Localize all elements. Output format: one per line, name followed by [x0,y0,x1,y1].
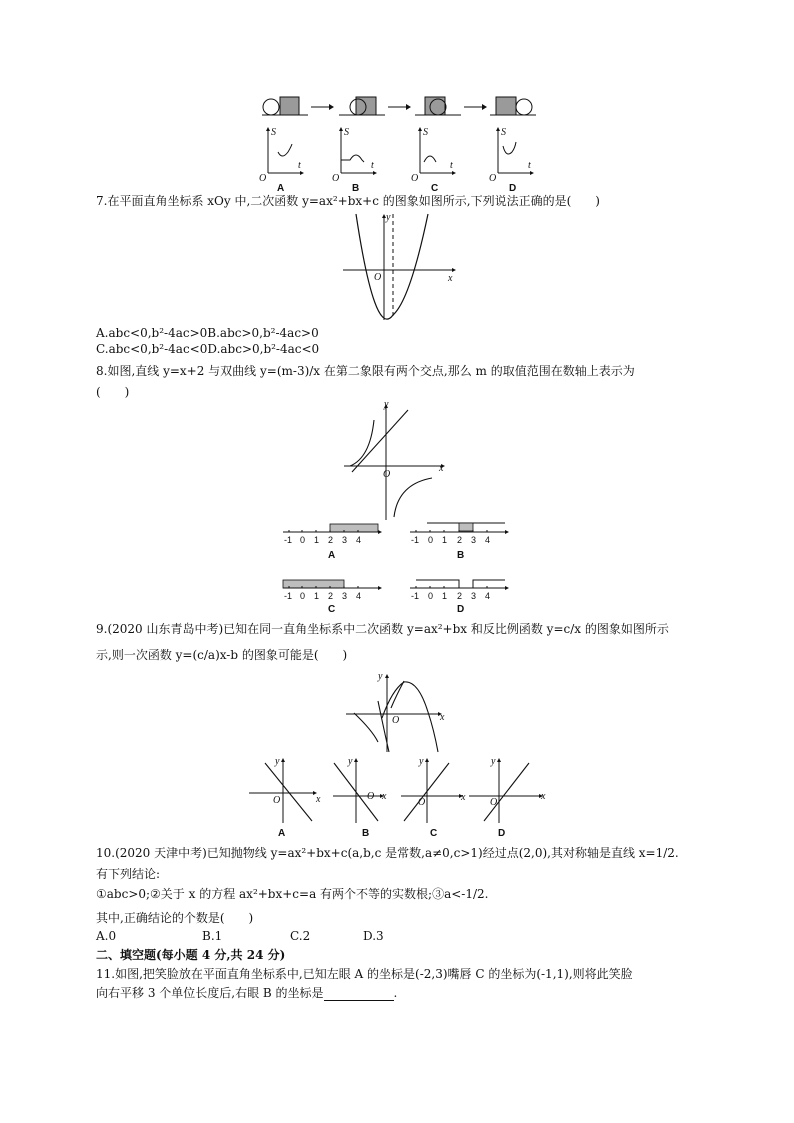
q9-a-x: x [316,794,321,805]
q8-fig-origin: O [383,469,391,480]
q11-answer-blank[interactable] [324,989,394,1001]
q7-question: 7.在平面直角坐标系 xOy 中,二次函数 y=ax²+bx+c 的图象如图所示,下列说法正确的是( ) [96,194,600,208]
q6-b-s-label: S [344,127,349,138]
tick-label: 0 [300,535,306,545]
q11-question-text: 向右平移 3 个单位长度后,右眼 B 的坐标是 [96,986,324,1000]
q6-a-t-label: t [298,160,301,171]
q7-fig-origin: O [374,272,382,283]
q9-option-c: C [430,828,438,839]
section-title-fill-in: 二、填空题(每小题 4 分,共 24 分) [96,948,286,962]
q6-d-origin: O [489,173,497,184]
q8-option-d: D [457,604,465,615]
q9-d-o: O [490,797,498,808]
q9-fig-origin: O [392,715,400,726]
q8-question-line1: 8.如图,直线 y=x+2 与双曲线 y=(m-3)/x 在第二象限有两个交点,那么 m 的取值范围在数轴上表示为 [96,364,635,378]
q6-d-s-label: S [501,127,506,138]
tick-label: 1 [442,535,448,545]
q9-c-o: O [418,797,426,808]
tick-label: 1 [314,535,320,545]
tick-label: 1 [442,591,448,601]
q6-option-d: D [509,183,517,194]
tick-label: 2 [328,591,334,601]
q8-fig-y-label: y [384,399,389,410]
q9-d-x: x [541,791,546,802]
tick-label: 0 [300,591,306,601]
q7-fig-y-label: y [386,212,391,223]
q6-c-s-label: S [423,127,428,138]
q9-fig-x-label: x [440,712,445,723]
tick-label: 0 [428,535,434,545]
q9-a-o: O [273,795,281,806]
tick-label: 4 [485,591,491,601]
tick-label: -1 [411,535,420,545]
q11-question-line1: 11.如图,把笑脸放在平面直角坐标系中,已知左眼 A 的坐标是(-2,3)嘴唇 C 的坐标为(-1,1),则将此笑脸 [96,967,633,981]
q10-question-line4: 其中,正确结论的个数是( ) [96,911,254,925]
q7-options-line2: C.abc<0,b²-4ac<0D.abc>0,b²-4ac<0 [96,342,320,356]
q6-d-t-label: t [528,160,531,171]
q10-option-b: B.1 [202,929,223,943]
tick-label: 3 [342,535,348,545]
tick-label: 3 [342,591,348,601]
tick-label: -1 [411,591,420,601]
q11-question-line2 [96,986,397,1001]
q9-option-b: B [362,828,370,839]
tick-label: 3 [471,535,477,545]
q7-options-line1: A.abc<0,b²-4ac>0B.abc>0,b²-4ac>0 [96,326,319,340]
q6-c-t-label: t [450,160,453,171]
q9-fig-y-label: y [378,671,383,682]
q10-option-d: D.3 [363,929,384,943]
q6-option-b: B [352,183,360,194]
q6-option-a: A [277,183,285,194]
q7-fig-x-label: x [448,273,453,284]
q6-a-s-label: S [271,127,276,138]
q9-d-y: y [491,756,496,767]
q11-period: . [393,986,398,1000]
tick-label: 2 [328,535,334,545]
tick-label: 4 [356,591,362,601]
q9-question-line2: 示,则一次函数 y=(c/a)x-b 的图象可能是( ) [96,648,348,662]
q10-question-line3: ①abc>0;②关于 x 的方程 ax²+bx+c=a 有两个不等的实数根;③a<-1/2. [96,887,489,901]
q8-option-b: B [457,550,465,561]
q10-option-a: A.0 [96,929,117,943]
q9-b-x: x [382,791,387,802]
tick-label: 4 [485,535,491,545]
q9-c-x: x [461,792,466,803]
q9-a-y: y [275,756,280,767]
tick-label: -1 [284,591,293,601]
q9-option-d: D [498,828,506,839]
tick-label: 1 [314,591,320,601]
q9-c-y: y [419,756,424,767]
q6-b-origin: O [332,173,340,184]
q6-a-origin: O [259,173,267,184]
q8-question-line2: ( ) [96,385,130,399]
tick-label: 2 [457,591,463,601]
q10-option-c: C.2 [290,929,311,943]
q8-fig-x-label: x [439,463,444,474]
tick-label: 2 [457,535,463,545]
q6-c-origin: O [411,173,419,184]
q9-b-y: y [348,756,353,767]
q8-option-c: C [328,604,336,615]
tick-label: 4 [356,535,362,545]
q9-question-line1: 9.(2020 山东青岛中考)已知在同一直角坐标系中二次函数 y=ax²+bx 和反比例函数 y=c/x 的图象如图所示 [96,622,669,636]
q6-b-t-label: t [371,160,374,171]
q10-question-line2: 有下列结论: [96,867,161,881]
tick-label: -1 [284,535,293,545]
q9-b-o: O [367,791,375,802]
q6-option-c: C [431,183,439,194]
tick-label: 0 [428,591,434,601]
q10-question-line1: 10.(2020 天津中考)已知抛物线 y=ax²+bx+c(a,b,c 是常数,a≠0,c>1)经过点(2,0),其对称轴是直线 x=1/2. [96,846,679,860]
tick-label: 3 [471,591,477,601]
q9-option-a: A [278,828,286,839]
q8-option-a: A [328,550,336,561]
